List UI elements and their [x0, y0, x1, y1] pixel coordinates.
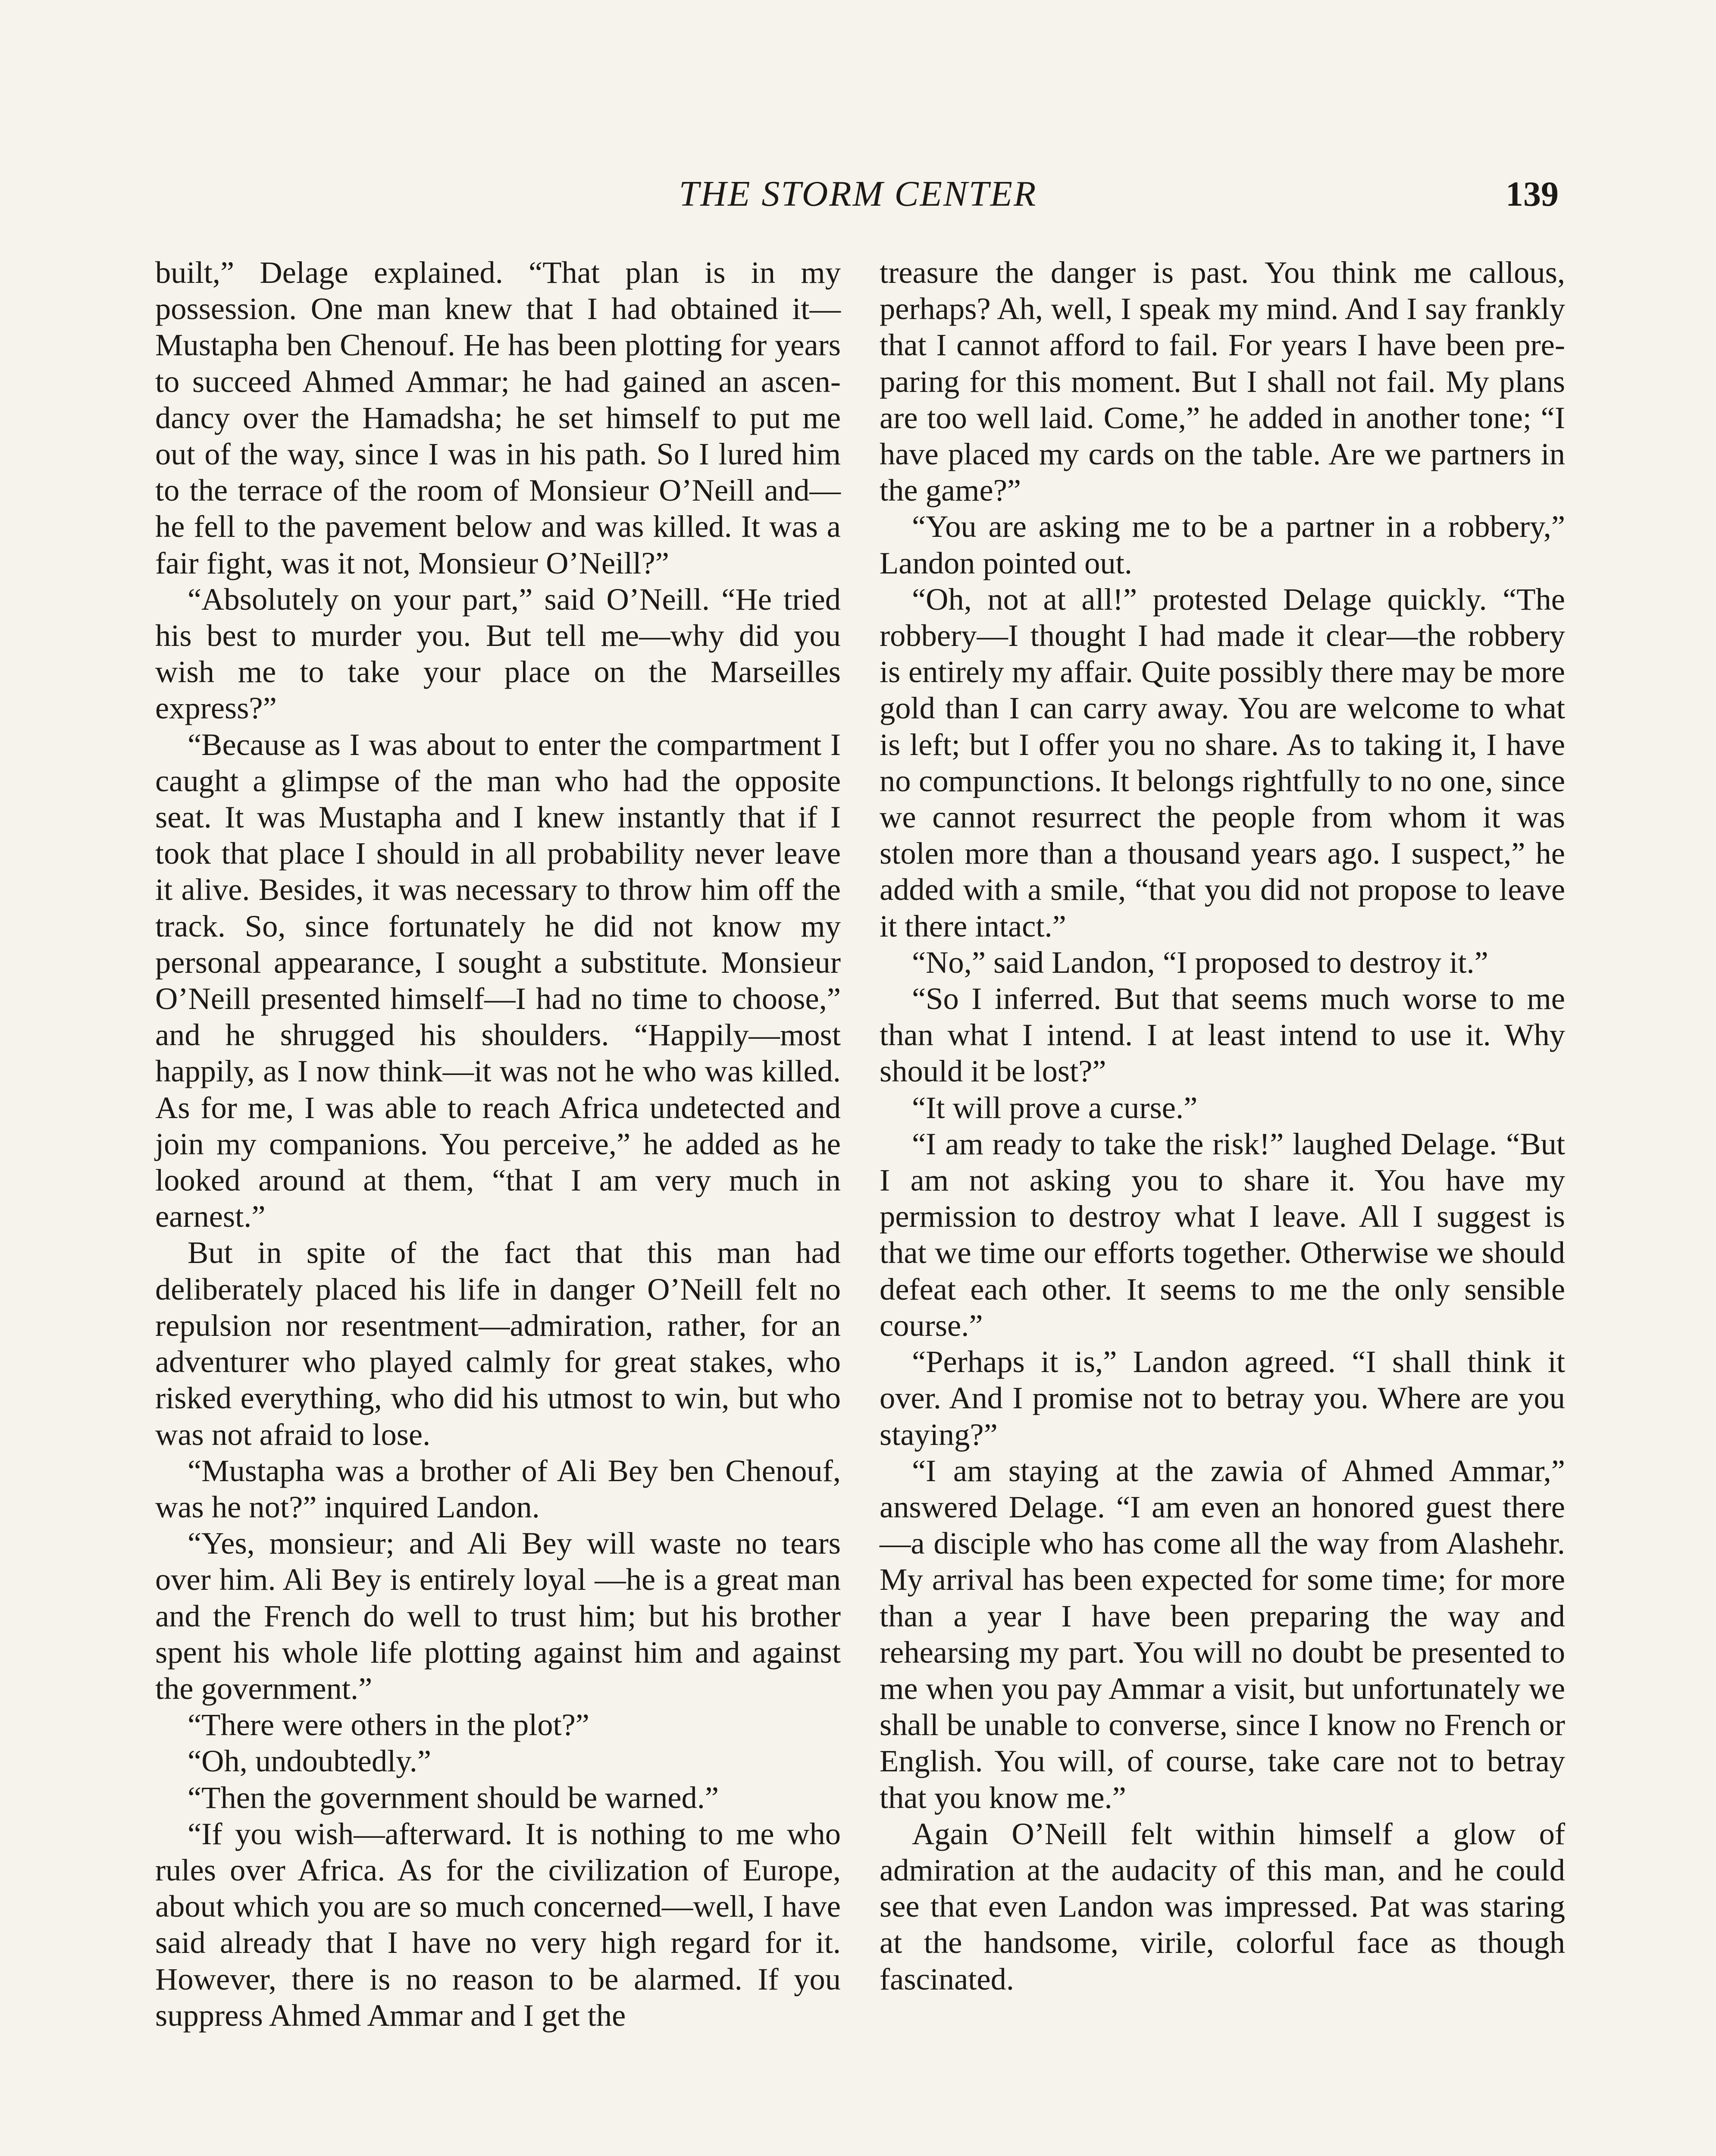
- paragraph: “Because as I was about to enter the compartment I caught a glimpse of the man who had the opposite seat. It was Mustapha and I knew instantly that if I took that place I should in all probability never leave it alive. Besides, it was necessary to throw him off the track. So, since fortunately he did not know my personal appearance, I sought a substitute. Monsieur O’Neill presented himself—I had no time to choose,” and he shrugged his shoulders. “Happily—most happily, as I now think—it was not he who was killed. As for me, I was able to reach Africa undetected and join my companions. You perceive,” he added as he looked around at them, “that I am very much in earnest.”: [155, 727, 841, 1234]
- paragraph: “Then the government should be warned.”: [188, 1780, 719, 1815]
- running-title: THE STORM CENTER: [679, 174, 1037, 214]
- paragraph: “I am staying at the zawia of Ahmed Ammar,” answered Delage. “I am even an honored guest there—a disciple who has come all the way from Alashehr. My arrival has been expected for some time; for more than a year I have been preparing the way and rehearsing my part. You will no doubt be presented to me when you pay Ammar a visit, but unfortunately we shall be unable to converse, since I know no French or English. You will, of course, take care not to betray that you know me.”: [880, 1453, 1565, 1815]
- paragraph: “Yes, monsieur; and Ali Bey will waste no tears over him. Ali Bey is entirely loyal —he is a great man and the French do well to trust him; but his brother spent his whole life plotting against him and against the government.”: [155, 1526, 841, 1706]
- left-column: [155, 254, 841, 2034]
- paragraph: “You are asking me to be a partner in a robbery,” Landon pointed out.: [880, 509, 1565, 580]
- paragraph: “Mustapha was a brother of Ali Bey ben Chenouf, was he not?” inquired Landon.: [155, 1453, 841, 1524]
- paragraph: “Oh, undoubtedly.”: [188, 1743, 432, 1779]
- paragraph: “Oh, not at all!” protested Delage quickly. “The robbery—I thought I had made it clear—the robbery is entirely my affair. Quite possibly there may be more gold than I can carry away. You are welcome to what is left; but I offer you no share. As to taking it, I have no compunctions. It belongs rightfully to no one, since we cannot resurrect the people from whom it was stolen more than a thousand years ago. I suspect,” he added with a smile, “that you did not propose to leave it there intact.”: [880, 581, 1565, 943]
- paragraph: “Absolutely on your part,” said O’Neill. “He tried his best to murder you. But tell me—why did you wish me to take your place on the Marseilles express?”: [155, 581, 841, 726]
- paragraph: But in spite of the fact that this man had deliberately placed his life in danger O’Neill felt no repulsion nor resentment—admiration, rather, for an adventurer who played calmly for great stakes, who risked everything, who did his utmost to win, but who was not afraid to lose.: [155, 1235, 841, 1452]
- paragraph: Again O’Neill felt within himself a glow of admiration at the audacity of this man, and he could see that even Landon was impressed. Pat was staring at the handsome, virile, colorful face as though fascinated.: [880, 1816, 1565, 1996]
- paragraph: built,” Delage explained. “That plan is in my possession. One man knew that I had obtained it—Mustapha ben Chenouf. He has been plotting for years to succeed Ahmed Ammar; he had gained an ascendancy over the Hamadsha; he set himself to put me out of the way, since I was in his path. So I lured him to the terrace of the room of Monsieur O’Neill and—he fell to the pavement below and was killed. It was a fair fight, was it not, Monsieur O’Neill?”: [155, 255, 841, 580]
- right-column: [880, 254, 1565, 1997]
- paragraph: treasure the danger is past. You think me callous, perhaps? Ah, well, I speak my mind. And I say frankly that I cannot afford to fail. For years I have been preparing for this moment. But I shall not fail. My plans are too well laid. Come,” he added in another tone; “I have placed my cards on the table. Are we partners in the game?”: [880, 255, 1565, 508]
- paragraph: “So I inferred. But that seems much worse to me than what I intend. I at least intend to use it. Why should it be lost?”: [880, 981, 1565, 1089]
- paragraph: “Perhaps it is,” Landon agreed. “I shall think it over. And I promise not to betray you. Where are you staying?”: [880, 1344, 1565, 1452]
- paragraph: “If you wish—afterward. It is nothing to me who rules over Africa. As for the civilization of Europe, about which you are so much concerned—well, I have said already that I have no very high regard for it. However, there is no reason to be alarmed. If you suppress Ahmed Ammar and I get the: [155, 1816, 841, 2033]
- paragraph: “No,” said Landon, “I proposed to destroy it.”: [912, 944, 1488, 980]
- paragraph: “There were others in the plot?”: [188, 1707, 589, 1742]
- page-number: 139: [1506, 174, 1559, 213]
- paragraph: “I am ready to take the risk!” laughed Delage. “But I am not asking you to share it. You have my permission to destroy what I leave. All I suggest is that we time our efforts together. Otherwise we should defeat each other. It seems to me the only sensible course.”: [880, 1126, 1565, 1343]
- paragraph: “It will prove a curse.”: [912, 1090, 1198, 1125]
